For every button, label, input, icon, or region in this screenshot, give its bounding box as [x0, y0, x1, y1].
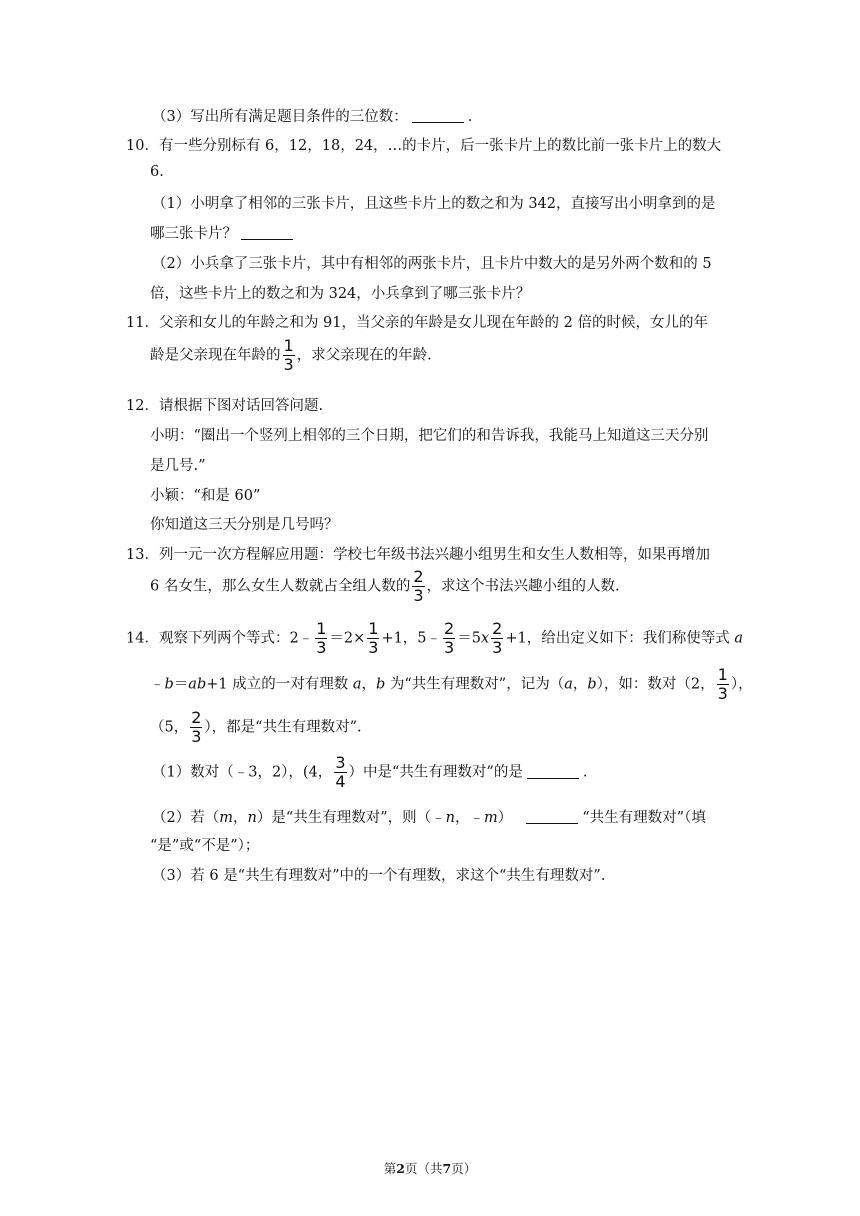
question-number: 10． — [126, 138, 159, 154]
question-number: 13． — [126, 547, 159, 563]
q14-part2-line1: （2）若（m，n）是“共生有理数对”，则（﹣n，﹣m） “共生有理数对”（填 — [152, 810, 706, 826]
fraction-two-thirds: $\frac{2}{3}$ — [191, 708, 202, 746]
q11-line1: 11．父亲和女儿的年龄之和为 91，当父亲的年龄是女儿现在年龄的 2 倍的时候，女儿的年 — [126, 315, 708, 331]
question-number: 12． — [126, 398, 159, 414]
q13-line2: 6 名女生，那么女生人数就占全组人数的 $\frac{2}{3}$ ，求这个书法兴趣小组的人数. — [150, 567, 620, 605]
fraction-one-third: $\frac{1}{3}$ — [283, 336, 294, 374]
fraction-three-quarters: $\frac{3}{4}$ — [335, 753, 346, 791]
q10-part1-line1: （1）小明拿了相邻的三张卡片，且这些卡片上的数之和为 342，直接写出小明拿到的是 — [152, 196, 716, 212]
answer-blank — [412, 108, 464, 124]
q9-part3: （3）写出所有满足题目条件的三位数： . — [152, 109, 473, 125]
q10-line1: 10．有一些分别标有 6，12，18，24，…的卡片，后一张卡片上的数比前一张卡片上的数大 — [126, 138, 722, 154]
q14-part2-line2: “是”或“不是”）； — [150, 838, 260, 854]
fraction-two-thirds: $\frac{2}{3}$ — [413, 567, 424, 605]
q14-line3: （5， $\frac{2}{3}$ ），都是“共生有理数对”. — [150, 708, 362, 746]
q10-line2: 6. — [150, 164, 164, 180]
q14-line1: 14．观察下列两个等式：2﹣ $\frac{1}{3}$ ＝2× $\frac{1}{3}$ +1，5﹣ $\frac{2}{3}$ ＝5x $\frac{2}{3}$ +1，给出定义如下：我们称使等式 a — [126, 619, 743, 657]
page-footer: 第2页（共7页） — [383, 1161, 477, 1176]
q12-line5: 你知道这三天分别是几号吗？ — [150, 517, 339, 533]
fraction-two-thirds: $\frac{2}{3}$ — [492, 619, 503, 657]
q13-line1: 13．列一元一次方程解应用题：学校七年级书法兴趣小组男生和女生人数相等，如果再增加 — [126, 547, 710, 563]
q10-part2-line1: （2）小兵拿了三张卡片，其中有相邻的两张卡片，且卡片中数大的是另外两个数和的 5 — [152, 256, 712, 272]
question-number: 11． — [126, 315, 159, 331]
current-page: 2 — [396, 1161, 405, 1176]
q14-line2: ﹣b＝ab+1 成立的一对有理数 a，b 为“共生有理数对”，记为（a，b），如：数对（2， $\frac{1}{3}$ ）， — [150, 665, 753, 703]
q14-part3: （3）若 6 是“共生有理数对”中的一个有理数，求这个“共生有理数对”. — [152, 868, 606, 884]
q12-line3: 是几号.” — [150, 458, 206, 474]
fraction-two-thirds: $\frac{2}{3}$ — [444, 619, 455, 657]
total-pages: 7 — [442, 1161, 452, 1176]
q12-line2: 小明：“圈出一个竖列上相邻的三个日期，把它们的和告诉我，我能马上知道这三天分别 — [150, 428, 709, 444]
fraction-one-third: $\frac{1}{3}$ — [368, 619, 379, 657]
q11-line2: 龄是父亲现在年龄的 $\frac{1}{3}$ ，求父亲现在的年龄. — [150, 336, 432, 374]
answer-blank — [526, 809, 578, 825]
q12-line4: 小颖：“和是 60” — [150, 488, 261, 504]
q12-line1: 12．请根据下图对话回答问题. — [126, 398, 324, 414]
q10-part2-line2: 倍，这些卡片上的数之和为 324，小兵拿到了哪三张卡片？ — [150, 286, 531, 302]
fraction-one-third: $\frac{1}{3}$ — [717, 665, 728, 703]
question-number: 14． — [126, 630, 159, 647]
answer-blank — [527, 763, 579, 779]
q10-part1-line2: 哪三张卡片？ — [150, 222, 297, 243]
fraction-one-third: $\frac{1}{3}$ — [316, 619, 327, 657]
answer-blank — [241, 225, 293, 241]
q14-part1: （1）数对（﹣3，2），(4， $\frac{3}{4}$ ）中是“共生有理数对”的是 . — [152, 753, 588, 791]
